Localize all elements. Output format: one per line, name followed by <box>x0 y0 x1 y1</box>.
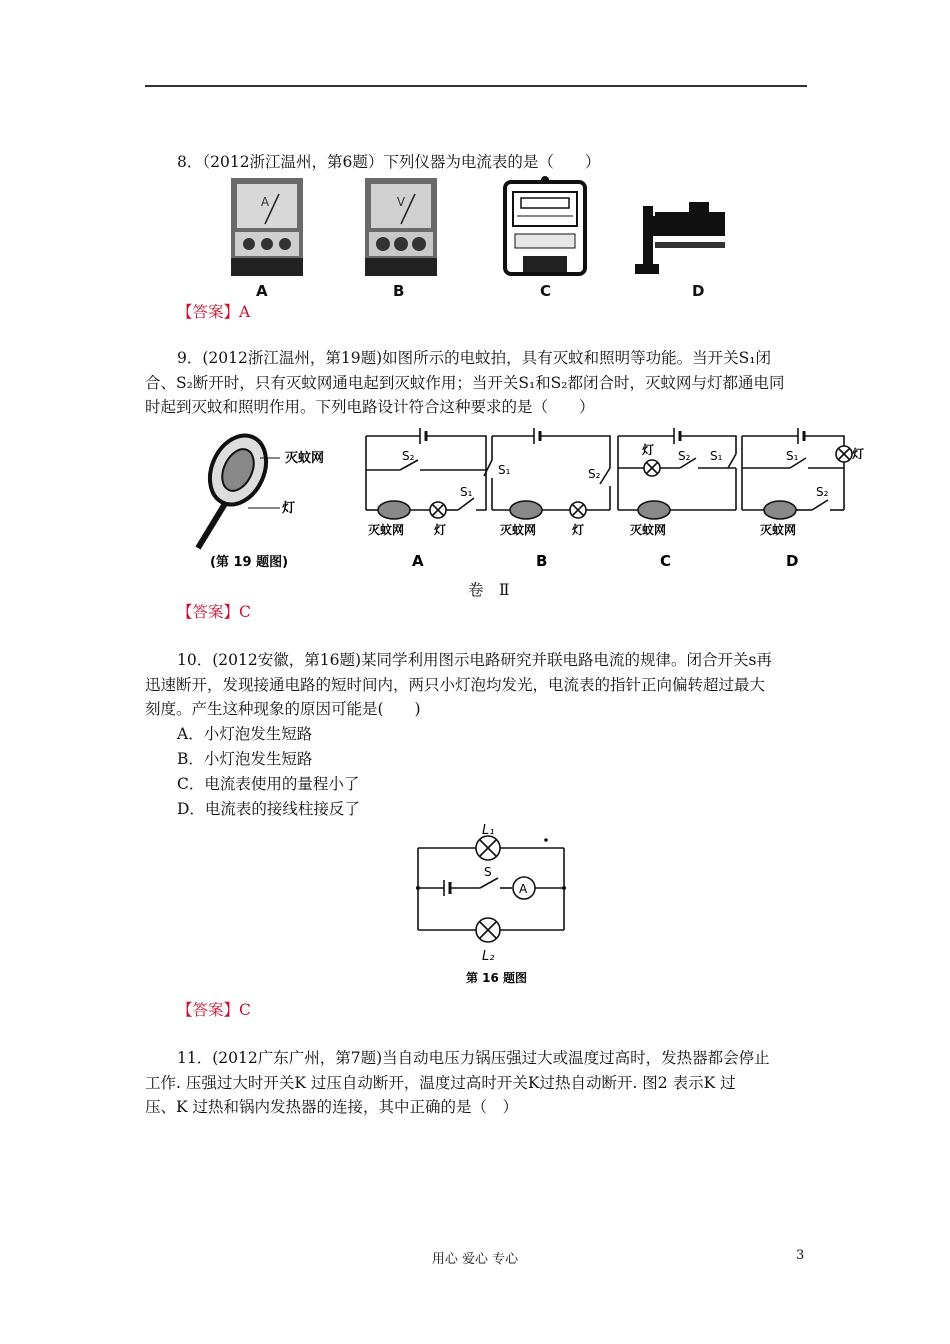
q10-option-d: D．电流表的接线柱接反了 <box>177 800 360 818</box>
svg-text:A: A <box>260 195 270 209</box>
circuit-a-label: A <box>412 552 424 570</box>
q10-line-3: 刻度。产生这种现象的原因可能是( ) <box>145 700 421 718</box>
circuit-b-lamp-label: 灯 <box>572 523 585 537</box>
instrument-a-ammeter-icon <box>231 178 303 276</box>
q8-instrument-photos <box>225 172 725 300</box>
q10-paragraph <box>145 648 813 722</box>
q10-parallel-circuit <box>408 818 578 988</box>
q10-option-a: A．小灯泡发生短路 <box>177 725 313 743</box>
q10-line-1: 10．(2012安徽，第16题)某同学利用图示电路研究并联电路电流的规律。闭合开关s再 <box>177 651 772 669</box>
circuit-a <box>366 428 486 519</box>
q9-line-1: 9．(2012浙江温州，第19题)如图所示的电蚊拍，具有灭蚊和照明等功能。当开关S₁闭 <box>177 349 771 367</box>
q9-line-2: 合、S₂断开时，只有灭蚊网通电起到灭蚊作用；当开关S₁和S₂都闭合时，灭蚊网与灯都通电同 <box>145 373 785 392</box>
q8-answer: 【答案】A <box>177 303 251 321</box>
q9-answer: 【答案】C <box>177 603 251 621</box>
q11-paragraph <box>145 1046 813 1120</box>
q10-l1-label: L₁ <box>482 823 495 838</box>
circuit-a-lamp-label: 灯 <box>434 523 447 537</box>
circuit-b-s2-label: S₂ <box>588 467 601 481</box>
q10-option-c: C．电流表使用的量程小了 <box>177 775 360 793</box>
circuit-d-lamp-label: 灯 <box>852 447 865 461</box>
instrument-b-voltmeter-icon <box>365 178 437 276</box>
circuit-b-s1-label: S₁ <box>498 463 511 477</box>
circuit-c-s2-label: S₂ <box>678 449 691 463</box>
page-number: 3 <box>796 1248 805 1263</box>
q8-label-b: B <box>393 282 405 300</box>
circuit-c-label: C <box>660 552 672 570</box>
circuit-b-label: B <box>536 552 548 570</box>
page-footer: 用心 爱心 专心 <box>431 1252 519 1267</box>
swatter-net-label: 灭蚊网 <box>285 451 325 466</box>
q9-line-3: 时起到灭蚊和照明作用。下列电路设计符合这种要求的是（ ） <box>145 398 595 416</box>
circuit-d-net-label: 灭蚊网 <box>760 523 797 537</box>
circuit-d-label: D <box>786 552 799 570</box>
circuit-b-net-label: 灭蚊网 <box>500 523 537 537</box>
q9-paragraph <box>145 346 813 420</box>
q10-answer: 【答案】C <box>177 1001 251 1019</box>
q10-fig-caption: 第 16 题图 <box>466 971 528 985</box>
q8-label-a: A <box>256 282 268 300</box>
circuit-c <box>618 428 736 519</box>
mosquito-swatter-icon <box>198 426 280 548</box>
q11-line-2: 工作. 压强过大时开关K 过压自动断开，温度过高时开关K过热自动断开. 图2 表示K 过 <box>145 1073 736 1092</box>
header-rule <box>145 85 807 87</box>
swatter-caption: (第 19 题图) <box>210 555 289 570</box>
circuit-d-s2-label: S₂ <box>816 485 829 499</box>
q11-line-1: 11．(2012广东广州，第7题)当自动电压力锅压强过大或温度过高时，发热器都会停止 <box>177 1049 770 1067</box>
instrument-d-rheostat-icon <box>635 202 725 274</box>
q8-label-c: C <box>540 282 552 300</box>
circuit-c-s1-label: S₁ <box>710 449 723 463</box>
circuit-a-s1-label: S₁ <box>460 485 473 499</box>
circuit-d-s1-label: S₁ <box>786 449 799 463</box>
swatter-lamp-label: 灯 <box>282 501 296 516</box>
q10-l2-label: L₂ <box>482 949 495 964</box>
circuit-c-lamp-label: 灯 <box>642 443 655 457</box>
q8-label-d: D <box>692 282 705 300</box>
svg-text:V: V <box>396 195 406 209</box>
q8-text: 8．（2012浙江温州，第6题）下列仪器为电流表的是（ ） <box>177 153 601 171</box>
instrument-c-energy-meter-icon <box>505 176 585 274</box>
circuit-c-net-label: 灭蚊网 <box>630 523 667 537</box>
section-heading: 卷 Ⅱ <box>468 581 510 599</box>
q10-s-label: S <box>484 865 492 879</box>
q11-line-3: 压、K 过热和锅内发热器的连接，其中正确的是（ ） <box>145 1098 519 1116</box>
circuit-d <box>742 428 852 519</box>
circuit-a-net-label: 灭蚊网 <box>368 523 405 537</box>
q9-circuit-figures <box>180 420 880 580</box>
q10-line-2: 迅速断开，发现接通电路的短时间内，两只小灯泡均发光，电流表的指针正向偏转超过最大 <box>145 675 766 694</box>
circuit-a-s2-label: S₂ <box>402 449 415 463</box>
q10-ammeter-label: A <box>519 882 528 896</box>
q10-option-b: B．小灯泡发生短路 <box>177 750 313 768</box>
